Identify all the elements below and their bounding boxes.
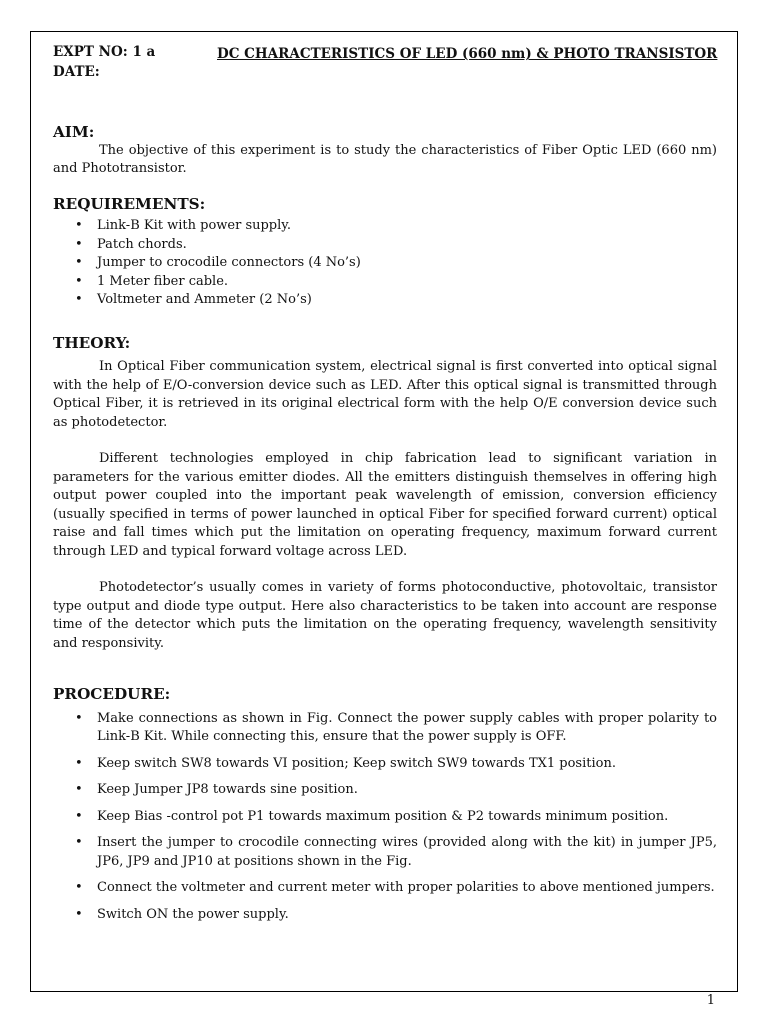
- page-number: 1: [706, 993, 715, 1008]
- aim-text: The objective of this experiment is to study the characteristics of Fiber Optic LED (660 nm) and Phototransistor.: [53, 142, 717, 176]
- date-label: DATE:: [53, 64, 100, 80]
- theory-paragraph: In Optical Fiber communication system, electrical signal is first converted into optical signal with the help of E/O-conversion device such as LED. After this optical signal is transmitted through Optical Fiber, it is retrieved in its original electrical form with the help O/E conversion device such as photodetector.: [53, 359, 717, 430]
- theory-paragraph: Photodetector’s usually comes in variety of forms photoconductive, photovoltaic, transistor type output and diode type output. Here also characteristics to be taken into account are response time of the detector which puts the limitation on the operating frequency, wavelength sensitivity and responsivity.: [53, 580, 717, 651]
- list-item: • Jumper to crocodile connectors (4 No’s): [75, 254, 717, 273]
- list-item: • Keep switch SW8 towards VI position; Keep switch SW9 towards TX1 position.: [75, 755, 717, 774]
- list-item: • Connect the voltmeter and current meter with proper polarities to above mentioned jumpers.: [75, 879, 717, 898]
- document-header: [53, 43, 717, 83]
- requirements-list: [53, 217, 717, 310]
- requirements-heading: REQUIREMENTS:: [53, 194, 206, 213]
- theory-heading: THEORY:: [53, 333, 131, 352]
- aim-section: [53, 123, 717, 179]
- list-item: • Switch ON the power supply.: [75, 906, 717, 925]
- list-item: • Voltmeter and Ammeter (2 No’s): [75, 291, 717, 310]
- document-title: DC CHARACTERISTICS OF LED (660 nm) & PHOTO TRANSISTOR: [217, 46, 718, 62]
- procedure-heading: PROCEDURE:: [53, 685, 171, 703]
- document-body: [53, 43, 717, 932]
- requirements-section: [53, 195, 717, 310]
- experiment-number: EXPT NO: 1 a: [53, 44, 156, 60]
- theory-paragraph: Different technologies employed in chip fabrication lead to significant variation in parameters for the various emitter diodes. All the emitters distinguish themselves in offering high output power coupled into the important peak wavelength of emission, conversion efficiency (usually specified in terms of power launched in optical Fiber for specified forward current) optical raise and fall times which put the limitation on operating frequency, maximum forward current through LED and typical forward voltage across LED.: [53, 451, 717, 559]
- theory-section: [53, 334, 717, 654]
- list-item: • 1 Meter fiber cable.: [75, 273, 717, 292]
- list-item: • Keep Bias -control pot P1 towards maximum position & P2 towards minimum position.: [75, 808, 717, 827]
- procedure-section: [53, 685, 717, 924]
- list-item: • Patch chords.: [75, 236, 717, 255]
- list-item: • Link-B Kit with power supply.: [75, 217, 717, 236]
- list-item: • Insert the jumper to crocodile connecting wires (provided along with the kit) in jumper JP5, JP6, JP9 and JP10 at positions shown in the Fig.: [75, 834, 717, 871]
- aim-heading: AIM:: [53, 123, 95, 141]
- list-item: • Make connections as shown in Fig. Connect the power supply cables with proper polarity to Link-B Kit. While connecting this, ensure that the power supply is OFF.: [75, 710, 717, 747]
- procedure-list: [53, 710, 717, 925]
- list-item: • Keep Jumper JP8 towards sine position.: [75, 781, 717, 800]
